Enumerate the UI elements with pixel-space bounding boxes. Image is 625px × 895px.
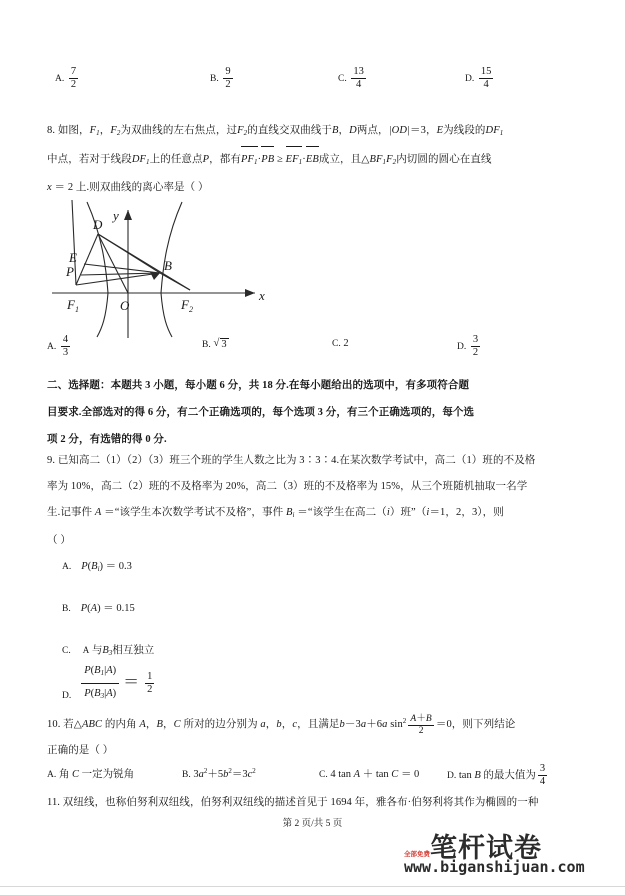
q10-option-d-numerator: 3 (539, 763, 546, 774)
q10-option-d-fraction (538, 763, 547, 788)
q10-option-b-label: B. (182, 770, 191, 780)
question-11-stem (47, 790, 592, 816)
vector-pb: PB (261, 146, 274, 173)
sqrt-icon (213, 338, 228, 350)
q10-text-1h: ，且满足 (297, 719, 340, 730)
question-9-line-2: 率为 10%，高二（2）班的不及格率为 20%，高二（3）班的不及格率为 15%，从三个班随机抽取一名学 (47, 481, 528, 492)
q7-option-a-denominator: 2 (70, 79, 77, 90)
q8-text-2d: 成立，且 (318, 154, 362, 165)
y-axis-label: y (113, 208, 119, 223)
q9-text-3a: 生.记事件 (47, 507, 93, 518)
q9-option-a-expression: $P(B_i) = 0.3$ (81, 561, 132, 573)
q7-option-b-numerator: 9 (225, 66, 231, 77)
q7-option-c-numerator: 13 (353, 66, 364, 77)
q8-option-a-label: A. (47, 342, 57, 352)
q8-text-2a: 中点，若对于线段 (47, 154, 132, 165)
q7-option-a[interactable] (55, 66, 80, 91)
watermark-free-badge: 全部免费 (404, 850, 430, 858)
q8-x-value: 2 (67, 182, 74, 193)
q8-text-1b: ， (99, 125, 111, 136)
q7-option-d[interactable] (465, 66, 495, 91)
question-9-line-1 (47, 448, 592, 474)
watermark-url: www.biganshijuan.com (404, 858, 585, 876)
q8-option-d-fraction (471, 334, 480, 359)
section-2-header (47, 372, 592, 453)
question-8-number: 8. (47, 125, 56, 136)
point-p-label: P (66, 264, 74, 279)
q10-option-a-label: A. (47, 770, 57, 780)
q8-option-b[interactable] (202, 338, 229, 350)
q9-option-a-label: A. (62, 562, 72, 572)
q8-option-d-numerator: 3 (472, 334, 479, 345)
q9-option-d-value-denominator: 2 (147, 684, 153, 695)
q9-text-3e: ＝1，2，3），则 (429, 507, 504, 518)
q8-option-a-numerator: 4 (62, 334, 69, 345)
q10-option-a-text-a: 角 (58, 769, 70, 780)
q7-option-c-fraction (351, 66, 366, 91)
question-10-line-2: 正确的是（ ） (47, 745, 114, 756)
q9-option-a[interactable] (62, 556, 132, 574)
q8-text-1d: 的直线交双曲线于 (247, 125, 333, 136)
q7-option-b-fraction (223, 66, 232, 91)
q7-option-c-label: C. (338, 74, 347, 84)
point-f2-label: $F_2$ (181, 297, 193, 314)
q8-text-2b: 上的任意点 (149, 154, 203, 165)
vector-eb: EB (306, 146, 319, 173)
q10-option-b-expression: $3a^2+5b^2=3c^2$ (193, 767, 256, 780)
y-axis-arrow (124, 210, 132, 220)
section-2-line-2: 目要求.全部选对的得 6 分，有二个正确选项的，每个选项 3 分，有三个正确选项的，每个选 (47, 407, 475, 418)
q7-option-b-label: B. (210, 74, 219, 84)
q10-option-d-denominator: 4 (539, 776, 546, 787)
q8-option-c-label: C. (332, 339, 341, 349)
q9-option-b-value: 0.15 (116, 603, 135, 614)
q10-half-angle-numerator: A＋B (410, 714, 432, 724)
q8-option-a-denominator: 3 (62, 347, 69, 358)
question-9-number: 9. (47, 455, 56, 466)
x-axis-label: x (259, 288, 265, 303)
q10-option-d-text: 的最大值为 (483, 770, 536, 781)
q8-option-d[interactable] (457, 334, 482, 359)
q8-text-3a: 上.则双曲线的离心率是（ ） (75, 182, 209, 193)
q10-option-c-label: C. (319, 770, 328, 780)
hyperbola-figure (50, 196, 280, 336)
q10-equation: b－3a＋6a $\sin^2$ $\frac{A+B}{2}$ ＝0 (339, 714, 452, 736)
q9-option-d-denominator: $P(B_3|A)$ (81, 683, 119, 705)
q10-half-angle-denominator: 2 (408, 725, 433, 737)
watermark-logo (404, 826, 619, 888)
watermark-brand: 笔杆试卷 (430, 833, 542, 864)
q10-text-1d: ， (163, 719, 174, 730)
q10-text-1g: ， (281, 719, 293, 730)
point-e-label: E (69, 250, 77, 265)
point-b-label: B (164, 258, 172, 273)
point-b-marker (150, 272, 160, 280)
q9-option-b-label: B. (62, 604, 71, 614)
segment-d-f1 (76, 234, 98, 285)
q9-option-d-value-fraction (145, 671, 154, 696)
q9-option-c-expression: A 与$B_3$相互独立 (82, 645, 155, 657)
q10-half-angle-fraction (408, 714, 433, 737)
point-f1-label: $F_1$ (67, 297, 79, 314)
q8-text-1c: 为双曲线的左右焦点，过 (120, 125, 238, 136)
footer-page-indicator: 第 2 页/共 5 页 (282, 819, 343, 829)
q10-text-1a: 若 (63, 719, 74, 730)
q8-option-b-value: 3 (221, 339, 227, 350)
question-11-line-1 (47, 790, 592, 816)
q9-option-b-expression: P(A) ＝ 0.15 (80, 603, 135, 614)
q9-text-3d: ）班”（ (389, 507, 427, 518)
q8-text-1e: ， (338, 125, 350, 136)
q7-option-d-fraction (479, 66, 494, 91)
q8-option-c-value: 2 (343, 338, 349, 349)
question-10-line-1: 10. 若△ABC 的内角 A，B，C 所对的边分别为 a，b，c，且满足b－3a＋6a $\sin^2$ $\frac{A+B}{2}$ ＝0，则下列结论 (47, 714, 516, 736)
question-8-line-3: x ＝ 2 上.则双曲线的离心率是（ ） (47, 182, 209, 193)
q9-option-d[interactable] (62, 662, 156, 705)
q7-option-b-denominator: 2 (225, 79, 231, 90)
q8-option-a[interactable] (47, 334, 72, 359)
q10-option-a-text-b: 一定为锐角 (81, 769, 135, 780)
vector-ef1: $EF_1$ (286, 146, 303, 175)
q10-option-b[interactable] (182, 766, 256, 781)
q10-text-1b: 的内角 (104, 719, 137, 730)
q7-option-d-numerator: 15 (480, 66, 492, 77)
q10-option-d-expression: tan B 的最大值为 $\frac{3}{4}$ (458, 763, 546, 787)
q8-text-1f: 两点， (356, 125, 389, 136)
page-bottom-rule (0, 886, 625, 887)
q9-option-a-value: 0.3 (118, 561, 132, 572)
question-10-number: 10. (47, 719, 61, 730)
question-8-line-2: 中点，若对于线段$DF_1$上的任意点P，都有$PF_1\cdot PB \ge EF_1\cdot EB$成立，且$\triangle BF_1F_2$内切圆的圆心在直线 (47, 146, 587, 175)
section-2-line-3: 项 2 分，有选错的得 0 分. (47, 434, 167, 445)
q7-option-a-label: A. (55, 74, 65, 84)
hyperbola-diagram-svg (50, 196, 280, 338)
q10-text-1i: ，则下列结论 (451, 719, 516, 730)
question-11-number: 11. (47, 797, 61, 808)
q9-option-c[interactable] (62, 640, 154, 658)
question-8-line-1: 8. 如图，$F_1$，$F_2$为双曲线的左右焦点，过$F_2$的直线交双曲线于B，D两点，|OD|＝3，E为线段的$DF_1$ (47, 125, 504, 137)
q9-option-d-label: D. (62, 691, 72, 701)
q9-option-b[interactable] (62, 598, 135, 616)
question-9-line-4: （ ） (47, 535, 71, 546)
q10-option-c-expression: 4 tan A ＋ tan C ＝ 0 (330, 769, 420, 780)
q10-text-1e: 所对的边分别为 (183, 719, 258, 730)
section-2-line-1: 二、选择题：本题共 3 小题，每小题 6 分，共 18 分.在每小题给出的选项中，有多项符合题 (47, 380, 470, 391)
q9-text-3b: ＝“该学生本次数学考试不及格”，事件 (104, 507, 284, 518)
segment-b-f2 (160, 273, 190, 290)
question-8-stem (47, 118, 587, 201)
q7-option-d-denominator: 4 (479, 78, 494, 91)
q9-option-d-ratio (81, 662, 119, 705)
q8-text-2e: 内切圆的圆心在直线 (396, 154, 492, 165)
q7-option-b[interactable] (210, 66, 235, 91)
q10-option-a[interactable]: A. 角 C 一定为锐角 (47, 769, 135, 780)
q7-option-c[interactable] (338, 66, 368, 91)
q9-text-3c: ＝“该学生在高二（ (297, 507, 387, 518)
q9-option-d-expression: $\frac{P(B_1|A)}{P(B_3|A)}$ ＝ $\frac{1}{2}$ (81, 673, 156, 690)
origin-label: O (120, 298, 130, 313)
q7-option-a-fraction (69, 66, 78, 91)
q10-text-1f: ， (265, 719, 277, 730)
q10-option-c[interactable] (319, 766, 419, 781)
q9-option-c-label: C. (62, 646, 71, 656)
q8-text-1g: 为线段的 (443, 125, 486, 136)
q9-text-1: 已知高二（1）（2）（3）班三个班的学生人数之比为 3∶3∶4.在某次数学考试中，高二（1）班的不及格 (57, 455, 536, 466)
q7-option-d-label: D. (465, 74, 475, 84)
point-d-label: D (93, 217, 103, 232)
q8-option-d-denominator: 2 (472, 347, 479, 358)
q10-text-1c: ， (145, 719, 157, 730)
q8-option-b-label: B. (202, 340, 211, 350)
question-9-line-3: 生.记事件 A ＝“该学生本次数学考试不及格”，事件 $B_i$ ＝“该学生在高二（i）班”（i＝1，2，3），则 (47, 507, 504, 519)
q8-option-d-label: D. (457, 342, 467, 352)
q8-text-1a: 如图， (57, 125, 90, 136)
q8-text-2c: ，都有 (209, 154, 241, 165)
question-9-stem (47, 448, 592, 554)
q8-option-a-fraction (61, 334, 70, 359)
q11-text-1: 双纽线，也称伯努利双纽线，伯努利双纽线的描述首见于 1694 年，雅各布·伯努利将其作为椭圆的一种 (62, 797, 539, 808)
q9-option-d-numerator: $P(B_1|A)$ (84, 665, 117, 677)
q8-od-value: 3 (420, 125, 426, 136)
q7-option-a-numerator: 7 (70, 66, 77, 77)
q10-option-d-label: D. (447, 771, 457, 781)
q8-option-c[interactable] (332, 338, 349, 349)
question-10-stem (47, 708, 592, 764)
vector-pf1: $PF_1$ (241, 146, 258, 175)
q9-option-c-text-b: 相互独立 (112, 645, 155, 656)
q10-equation-rhs: 0 (446, 719, 452, 730)
q7-option-c-denominator: 4 (351, 78, 366, 91)
x-axis-arrow (245, 289, 255, 297)
q10-option-d[interactable] (447, 763, 549, 788)
q9-option-d-value-numerator: 1 (147, 671, 153, 682)
q9-option-c-text-a: 与 (91, 645, 103, 656)
